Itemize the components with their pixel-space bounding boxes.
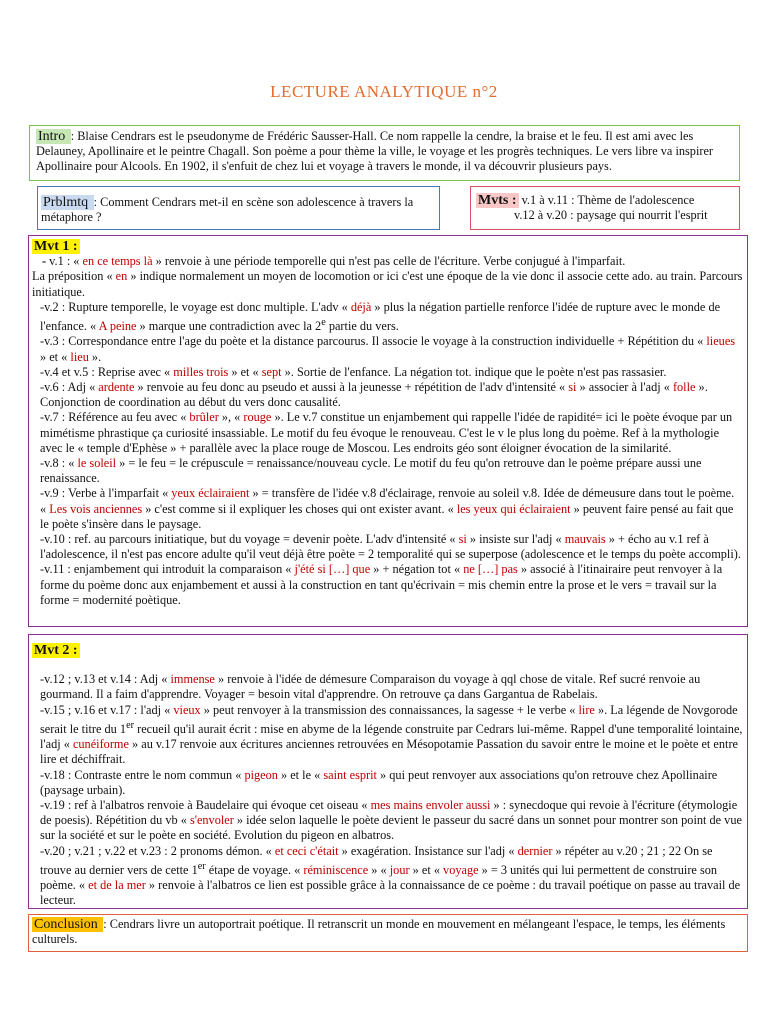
mvt2-v18: -v.18 : Contraste entre le nom commun « pigeon » et le « saint esprit » qui peut renvoyer aux associations qu'on retrouve chez Apollinaire (paysage urbain).: [40, 767, 718, 797]
mvt2-label: Mvt 2 :: [34, 643, 78, 658]
mvt2-v15: -v.15 ; v.16 et v.17 : l'adj « vieux » peut renvoyer à la transmission des connaissances, la sagesse + le verbe « lire ». La légende de Novgorode serait le titre du 1er recueil qu'il aurait écrit : mise en abyme de la légende construite par Cedrars lui-même. Rappel d'une temporalité lointaine, l'adj « cunéiforme » au v.17 renvoie aux écritures anciennes retrouvées en Mésopotamie Passation du savoir entre le moine et le poète et entre lire et déchiffrait.: [40, 702, 743, 767]
mouvements-line1: v.1 à v.11 : Thème de l'adolescence: [518, 193, 695, 207]
mvt1-v7: -v.7 : Référence au feu avec « brûler », « rouge ». Le v.7 constitue un enjambement qui rappelle l'idée de rapidité= ici le poète évoque par un mimétisme phrastique ça curiosité insassiable. Le motif du feu évoque le renouveau. C'est le v le plus long du poème. Ref à la mythologie avec le « temple d'Ephèse » + parallèle avec la place rouge de Moscou. Les endroits géo sont éloigner évocation de la similarité.: [40, 410, 733, 455]
conclusion-label: Conclusion: [34, 917, 102, 932]
mouvements-line2: v.12 à v.20 : paysage qui nourrit l'esprit: [514, 208, 708, 223]
problematique-text: : Comment Cendrars met-il en scène son adolescence à travers la métaphore ?: [41, 195, 414, 225]
conclusion-box: [28, 914, 748, 952]
problematique-label: Prblmtq: [43, 195, 92, 210]
mvt2-v20: -v.20 ; v.21 ; v.22 et v.23 : 2 pronoms démon. « et ceci c'était » exagération. Insistance sur l'adj « dernier » répéter au v.20 ; 21 ; 22 On se trouve au dernier vers de cette 1er étape de voyage. « réminiscence » « jour » et « voyage » = 3 unités qui lui permettent de construire son poème. « et de la mer » renvoie à l'albatros ce lien est possible grâce à la connaissance de ce poème : du travail poétique on passe au travail de lecteur.: [40, 843, 741, 908]
mvt1-v9: -v.9 : Verbe à l'imparfait « yeux éclairaient » = transfère de l'idée v.8 d'éclairage, renvoie au soleil v.8. Idée de démeusure dans tout le poème. « Les vois anciennes » c'est comme si il expliquer les choses qui ont exister avant. « les yeux qui éclairaient » peuvent faire pensé au fait que le poète s'insère dans le paysage.: [40, 486, 735, 531]
intro-label: Intro: [38, 129, 69, 144]
mvt1-v1: - v.1 : « en ce temps là » renvoie à une période temporelle qui n'est pas celle de l'écriture. Verbe conjugué à l'imparfait.: [42, 254, 626, 269]
mvt1-v11: -v.11 : enjambement qui introduit la comparaison « j'été si […] que » + négation tot « ne […] pas » associé à l'itinairaire peut renvoyer à la forme du poème donc aux enjambement et aussi à la construction en tant qu'écrivain = mis chemin entre la prose et le vers = travail sur la forme = modernité poètique.: [40, 562, 723, 607]
mvt2-v12: -v.12 ; v.13 et v.14 : Adj « immense » renvoie à l'idée de démesure Comparaison du voyage à qql chose de vitale. Ref sucré renvoie au gourmand. Il a faim d'apprendre. Voyager = besoin vital d'apprendre. On retrouve ça dans Gargantua de Rabelais.: [40, 672, 701, 702]
intro-text: : Blaise Cendrars est le pseudonyme de Frédéric Sausser-Hall. Ce nom rappelle la cendre, la braise et le feu. Il est ami avec les Delauney, Apollinaire et le peintre Chagall. Son poème a pour thème la ville, le voyage et les progrès techniques. Le vers libre va inspirer Apollinaire pour Alcools. En 1902, il s'enfuit de chez lui et voyage à travers le monde, il va découvrir plusieurs pays.: [36, 129, 714, 174]
mvt1-v6: -v.6 : Adj « ardente » renvoie au feu donc au pseudo et aussi à la jeunesse + répétition de l'adv d'intensité « si » associer à l'adj « folle ». Conjonction de coordination au début du vers donc causalité.: [40, 379, 708, 410]
mvt1-v4-5: -v.4 et v.5 : Reprise avec « milles trois » et « sept ». Sortie de l'enfance. La négation tot. indique que le poète n'est pas rassasier.: [40, 364, 667, 379]
mvt1-v3: -v.3 : Correspondance entre l'age du poète et la distance parcourus. Il associe le voyage à la construction individuelle + Répétition du « lieues » et « lieu ».: [40, 334, 736, 364]
intro-box: [29, 125, 740, 181]
mouvements-box: [470, 186, 740, 230]
problematique-box: [37, 186, 440, 230]
mvt1-v8: -v.8 : « le soleil » = le feu = le crépuscule = renaissance/nouveau cycle. Le motif du feu qu'on retrouve dan le poème prépare aussi une renaissance.: [40, 455, 702, 486]
mvt2-box: [28, 634, 748, 909]
mvt1-v2: -v.2 : Rupture temporelle, le voyage est donc multiple. L'adv « déjà » plus la négation partielle renforce l'idée de rupture avec le monde de l'enfance. « A peine » marque une contradiction avec la 2e partie du vers.: [40, 299, 721, 334]
mvt1-box: [28, 235, 748, 627]
mvt2-v19: -v.19 : ref à l'albatros renvoie à Baudelaire qui évoque cet oiseau « mes mains envoler aussi » : synecdoque qui revoie à l'écriture (étymologie de poesis). Répétition du vb « s'envoler » idée selon laquelle le poète devient le passeur du sacré dans un sonnet pour montrer son point de vue sur la société et sur le poète en société. Evolution du pigeon en albatros.: [40, 797, 742, 843]
mvt1-v1-cont: La préposition « en » indique normalement un moyen de locomotion or ici c'est une époque de la vie donc il associe cette ado. au train. Parcours initiatique.: [32, 269, 743, 299]
mvt1-label: Mvt 1 :: [34, 239, 78, 254]
mouvements-label: Mvts :: [478, 193, 517, 208]
conclusion-text: : Cendrars livre un autoportrait poétique. Il retranscrit un monde en mouvement en mélangeant l'espace, le temps, les éléments culturels.: [32, 917, 726, 947]
page-title: LECTURE ANALYTIQUE n°2: [270, 82, 498, 101]
mvt1-v10: -v.10 : ref. au parcours initiatique, but du voyage = devenir poète. L'adv d'intensité « si » insiste sur l'adj « mauvais » + écho au v.1 ref à l'adolescence, il n'est pas encore adulte qu'il veut déjà être poète = 2 temporalité qui se superpose (adolescence et le temps du poète accompli).: [40, 531, 741, 562]
